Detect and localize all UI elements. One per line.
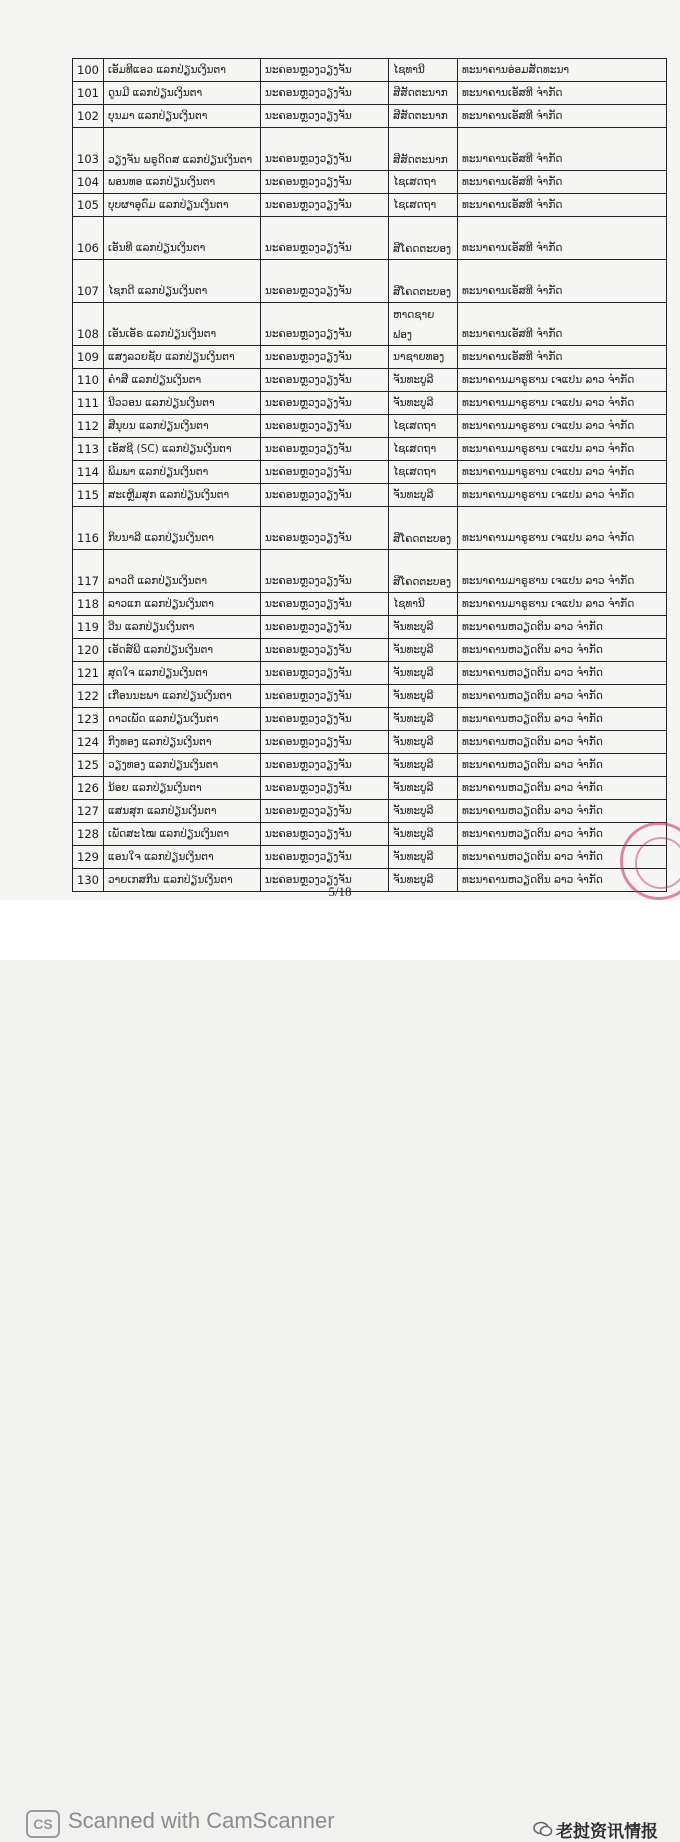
city-name: ນະຄອນຫຼວງວຽງຈັນ bbox=[261, 593, 389, 616]
table-row bbox=[73, 105, 667, 128]
table-row bbox=[73, 461, 667, 484]
row-number: 120 bbox=[73, 639, 104, 662]
district-name: ສີສັດຕະນາກ bbox=[389, 105, 458, 128]
city-name: ນະຄອນຫຼວງວຽງຈັນ bbox=[261, 685, 389, 708]
district-name: ສີສັດຕະນາກ bbox=[389, 128, 458, 171]
bank-name: ທະນາຄານເອັສທີ ຈຳກັດ bbox=[458, 260, 667, 303]
bank-name: ທະນາຄານເອັສທີ ຈຳກັດ bbox=[458, 303, 667, 346]
table-row bbox=[73, 59, 667, 82]
table-row bbox=[73, 82, 667, 105]
row-number: 100 bbox=[73, 59, 104, 82]
exchange-name: ເອັມທີແອວ ແລກປ່ຽນເງິນຕາ bbox=[104, 59, 261, 82]
city-name: ນະຄອນຫຼວງວຽງຈັນ bbox=[261, 461, 389, 484]
exchange-name: ໄຊກດີ ແລກປ່ຽນເງິນຕາ bbox=[104, 260, 261, 303]
bank-name: ທະນາຄານມາຣູຮານ ເຈແປນ ລາວ ຈຳກັດ bbox=[458, 484, 667, 507]
exchange-name: ດາວເພັດ ແລກປ່ຽນເງິນຕາ bbox=[104, 708, 261, 731]
exchange-name: ຄຳສີ ແລກປ່ຽນເງິນຕາ bbox=[104, 369, 261, 392]
district-name: ໄຊທານີ bbox=[389, 593, 458, 616]
table-row bbox=[73, 616, 667, 639]
city-name: ນະຄອນຫຼວງວຽງຈັນ bbox=[261, 438, 389, 461]
bank-name: ທະນາຄານມາຣູຮານ ເຈແປນ ລາວ ຈຳກັດ bbox=[458, 461, 667, 484]
exchange-name: ພິມພາ ແລກປ່ຽນເງິນຕາ bbox=[104, 461, 261, 484]
city-name: ນະຄອນຫຼວງວຽງຈັນ bbox=[261, 777, 389, 800]
district-name: ຈັນທະບູລີ bbox=[389, 662, 458, 685]
row-number: 109 bbox=[73, 346, 104, 369]
exchange-name: ກິງທອງ ແລກປ່ຽນເງິນຕາ bbox=[104, 731, 261, 754]
exchange-name: ກິບນາລີ ແລກປ່ຽນເງິນຕາ bbox=[104, 507, 261, 550]
table-row bbox=[73, 550, 667, 593]
district-name: ໄຊເສດຖາ bbox=[389, 438, 458, 461]
scanned-page bbox=[0, 0, 680, 900]
bank-name: ທະນາຄານເອັສທີ ຈຳກັດ bbox=[458, 128, 667, 171]
table-row bbox=[73, 662, 667, 685]
exchange-name: ລາວດີ ແລກປ່ຽນເງິນຕາ bbox=[104, 550, 261, 593]
watermark-text: 老挝资讯情报 bbox=[556, 1822, 658, 1842]
bank-name: ທະນາຄານຫວຽດຕິນ ລາວ ຈຳກັດ bbox=[458, 823, 667, 846]
row-number: 128 bbox=[73, 823, 104, 846]
row-number: 119 bbox=[73, 616, 104, 639]
exchange-name: ວຽງທອງ ແລກປ່ຽນເງິນຕາ bbox=[104, 754, 261, 777]
exchange-name: ເອັນເອັຣ ແລກປ່ຽນເງິນຕາ bbox=[104, 303, 261, 346]
city-name: ນະຄອນຫຼວງວຽງຈັນ bbox=[261, 662, 389, 685]
wechat-icon bbox=[533, 1821, 553, 1837]
table-row bbox=[73, 846, 667, 869]
row-number: 103 bbox=[73, 128, 104, 171]
scanner-text: Scanned with CamScanner bbox=[68, 1808, 335, 1833]
district-name: ຈັນທະບູລີ bbox=[389, 777, 458, 800]
scanner-footer bbox=[0, 900, 680, 1842]
city-name: ນະຄອນຫຼວງວຽງຈັນ bbox=[261, 346, 389, 369]
district-name: ຈັນທະບູລີ bbox=[389, 484, 458, 507]
row-number: 113 bbox=[73, 438, 104, 461]
bank-name: ທະນາຄານຫວຽດຕິນ ລາວ ຈຳກັດ bbox=[458, 777, 667, 800]
district-name: ສີສັດຕະນາກ bbox=[389, 82, 458, 105]
bank-name: ທະນາຄານຫວຽດຕິນ ລາວ ຈຳກັດ bbox=[458, 731, 667, 754]
table-row bbox=[73, 346, 667, 369]
bank-name: ທະນາຄານເອັສທີ ຈຳກັດ bbox=[458, 82, 667, 105]
bank-name: ທະນາຄານເອັສທີ ຈຳກັດ bbox=[458, 171, 667, 194]
table-row bbox=[73, 392, 667, 415]
bank-name: ທະນາຄານຫວຽດຕິນ ລາວ ຈຳກັດ bbox=[458, 846, 667, 869]
bank-name: ທະນາຄານເອັສທີ ຈຳກັດ bbox=[458, 346, 667, 369]
row-number: 105 bbox=[73, 194, 104, 217]
row-number: 110 bbox=[73, 369, 104, 392]
exchange-name: ເອັນທີ ແລກປ່ຽນເງິນຕາ bbox=[104, 217, 261, 260]
row-number: 129 bbox=[73, 846, 104, 869]
city-name: ນະຄອນຫຼວງວຽງຈັນ bbox=[261, 550, 389, 593]
bank-name: ທະນາຄານມາຣູຮານ ເຈແປນ ລາວ ຈຳກັດ bbox=[458, 593, 667, 616]
row-number: 101 bbox=[73, 82, 104, 105]
district-name: ໄຊເສດຖາ bbox=[389, 415, 458, 438]
district-name: ນາຊາຍທອງ bbox=[389, 346, 458, 369]
district-name: ຈັນທະບູລີ bbox=[389, 616, 458, 639]
bank-name: ທະນາຄານມາຣູຮານ ເຈແປນ ລາວ ຈຳກັດ bbox=[458, 369, 667, 392]
exchange-name: ສີນຸບນ ແລກປ່ຽນເງິນຕາ bbox=[104, 415, 261, 438]
exchange-name: ແສງລວຍຊັບ ແລກປ່ຽນເງິນຕາ bbox=[104, 346, 261, 369]
bank-name: ທະນາຄານຫວຽດຕິນ ລາວ ຈຳກັດ bbox=[458, 685, 667, 708]
row-number: 125 bbox=[73, 754, 104, 777]
bank-name: ທະນາຄານອ່ອມສັດທະນາ bbox=[458, 59, 667, 82]
row-number: 102 bbox=[73, 105, 104, 128]
city-name: ນະຄອນຫຼວງວຽງຈັນ bbox=[261, 823, 389, 846]
table-row bbox=[73, 823, 667, 846]
district-name: ສີໂຄດຕະບອງ bbox=[389, 550, 458, 593]
bank-name: ທະນາຄານຫວຽດຕິນ ລາວ ຈຳກັດ bbox=[458, 662, 667, 685]
row-number: 124 bbox=[73, 731, 104, 754]
district-name: ຈັນທະບູລີ bbox=[389, 754, 458, 777]
bank-name: ທະນາຄານຫວຽດຕິນ ລາວ ຈຳກັດ bbox=[458, 754, 667, 777]
city-name: ນະຄອນຫຼວງວຽງຈັນ bbox=[261, 82, 389, 105]
row-number: 123 bbox=[73, 708, 104, 731]
camscanner-logo-icon: CS bbox=[26, 1810, 60, 1838]
district-name: ໄຊທານີ bbox=[389, 59, 458, 82]
bank-name: ທະນາຄານມາຣູຮານ ເຈແປນ ລາວ ຈຳກັດ bbox=[458, 392, 667, 415]
table-row bbox=[73, 507, 667, 550]
exchange-name: ແອນໃຈ ແລກປ່ຽນເງິນຕາ bbox=[104, 846, 261, 869]
city-name: ນະຄອນຫຼວງວຽງຈັນ bbox=[261, 171, 389, 194]
bank-name: ທະນາຄານຫວຽດຕິນ ລາວ ຈຳກັດ bbox=[458, 708, 667, 731]
exchange-name: ສະເຫຼີມສຸກ ແລກປ່ຽນເງິນຕາ bbox=[104, 484, 261, 507]
bank-name: ທະນາຄານຫວຽດຕິນ ລາວ ຈຳກັດ bbox=[458, 800, 667, 823]
table-row bbox=[73, 593, 667, 616]
city-name: ນະຄອນຫຼວງວຽງຈັນ bbox=[261, 128, 389, 171]
exchange-name: ວາຍເກສກີນ ແລກປ່ຽນເງິນຕາ bbox=[104, 869, 261, 892]
district-name: ໄຊເສດຖາ bbox=[389, 461, 458, 484]
district-name: ຈັນທະບູລີ bbox=[389, 708, 458, 731]
exchange-name: ບຸນມາ ແລກປ່ຽນເງິນຕາ bbox=[104, 105, 261, 128]
district-name: ໄຊເສດຖາ bbox=[389, 171, 458, 194]
bank-name: ທະນາຄານມາຣູຮານ ເຈແປນ ລາວ ຈຳກັດ bbox=[458, 550, 667, 593]
table-body bbox=[73, 59, 667, 892]
exchange-list-table bbox=[72, 58, 667, 892]
city-name: ນະຄອນຫຼວງວຽງຈັນ bbox=[261, 639, 389, 662]
row-number: 108 bbox=[73, 303, 104, 346]
row-number: 121 bbox=[73, 662, 104, 685]
table-row bbox=[73, 194, 667, 217]
district-name: ຈັນທະບູລີ bbox=[389, 639, 458, 662]
city-name: ນະຄອນຫຼວງວຽງຈັນ bbox=[261, 800, 389, 823]
city-name: ນະຄອນຫຼວງວຽງຈັນ bbox=[261, 754, 389, 777]
district-name: ສີໂຄດຕະບອງ bbox=[389, 217, 458, 260]
city-name: ນະຄອນຫຼວງວຽງຈັນ bbox=[261, 369, 389, 392]
row-number: 115 bbox=[73, 484, 104, 507]
bank-name: ທະນາຄານເອັສທີ ຈຳກັດ bbox=[458, 217, 667, 260]
district-name: ໄຊເສດຖາ bbox=[389, 194, 458, 217]
city-name: ນະຄອນຫຼວງວຽງຈັນ bbox=[261, 484, 389, 507]
row-number: 117 bbox=[73, 550, 104, 593]
city-name: ນະຄອນຫຼວງວຽງຈັນ bbox=[261, 392, 389, 415]
bank-name: ທະນາຄານຫວຽດຕິນ ລາວ ຈຳກັດ bbox=[458, 639, 667, 662]
city-name: ນະຄອນຫຼວງວຽງຈັນ bbox=[261, 846, 389, 869]
city-name: ນະຄອນຫຼວງວຽງຈັນ bbox=[261, 260, 389, 303]
bank-name: ທະນາຄານມາຣູຮານ ເຈແປນ ລາວ ຈຳກັດ bbox=[458, 507, 667, 550]
table-row bbox=[73, 415, 667, 438]
city-name: ນະຄອນຫຼວງວຽງຈັນ bbox=[261, 303, 389, 346]
district-name: ຈັນທະບູລີ bbox=[389, 869, 458, 892]
table-row bbox=[73, 685, 667, 708]
district-name: ສີໂຄດຕະບອງ bbox=[389, 260, 458, 303]
district-name: ຈັນທະບູລີ bbox=[389, 800, 458, 823]
city-name: ນະຄອນຫຼວງວຽງຈັນ bbox=[261, 194, 389, 217]
district-name: ຈັນທະບູລີ bbox=[389, 685, 458, 708]
table-row bbox=[73, 128, 667, 171]
row-number: 106 bbox=[73, 217, 104, 260]
district-name: ຈັນທະບູລີ bbox=[389, 731, 458, 754]
bank-name: ທະນາຄານເອັສທີ ຈຳກັດ bbox=[458, 105, 667, 128]
district-name: ຈັນທະບູລີ bbox=[389, 392, 458, 415]
exchange-name: ດູນມີ ແລກປ່ຽນເງິນຕາ bbox=[104, 82, 261, 105]
table-row bbox=[73, 800, 667, 823]
table-row bbox=[73, 260, 667, 303]
district-name: ຈັນທະບູລີ bbox=[389, 823, 458, 846]
city-name: ນະຄອນຫຼວງວຽງຈັນ bbox=[261, 415, 389, 438]
bank-name: ທະນາຄານເອັສທີ ຈຳກັດ bbox=[458, 194, 667, 217]
exchange-name: ເອັສຊີ (SC) ແລກປ່ຽນເງິນຕາ bbox=[104, 438, 261, 461]
district-name: ຈັນທະບູລີ bbox=[389, 846, 458, 869]
city-name: ນະຄອນຫຼວງວຽງຈັນ bbox=[261, 869, 389, 892]
city-name: ນະຄອນຫຼວງວຽງຈັນ bbox=[261, 708, 389, 731]
row-number: 112 bbox=[73, 415, 104, 438]
city-name: ນະຄອນຫຼວງວຽງຈັນ bbox=[261, 59, 389, 82]
table-row bbox=[73, 731, 667, 754]
district-name: ຈັນທະບູລີ bbox=[389, 369, 458, 392]
bank-name: ທະນາຄານມາຣູຮານ ເຈແປນ ລາວ ຈຳກັດ bbox=[458, 438, 667, 461]
row-number: 118 bbox=[73, 593, 104, 616]
bank-name: ທະນາຄານຫວຽດຕິນ ລາວ ຈຳກັດ bbox=[458, 869, 667, 892]
exchange-name: ບຸບຜາອຸດົມ ແລກປ່ຽນເງິນຕາ bbox=[104, 194, 261, 217]
table-row bbox=[73, 708, 667, 731]
table-row bbox=[73, 217, 667, 260]
table-row bbox=[73, 438, 667, 461]
exchange-name: ເພັດສະໄໝ ແລກປ່ຽນເງິນຕາ bbox=[104, 823, 261, 846]
exchange-name: ພອນທອ ແລກປ່ຽນເງິນຕາ bbox=[104, 171, 261, 194]
city-name: ນະຄອນຫຼວງວຽງຈັນ bbox=[261, 731, 389, 754]
row-number: 111 bbox=[73, 392, 104, 415]
exchange-name: ນີວວອນ ແລກປ່ຽນເງິນຕາ bbox=[104, 392, 261, 415]
exchange-name: ລາວແກ ແລກປ່ຽນເງິນຕາ bbox=[104, 593, 261, 616]
row-number: 126 bbox=[73, 777, 104, 800]
page-number: 5/18 bbox=[328, 884, 352, 899]
city-name: ນະຄອນຫຼວງວຽງຈັນ bbox=[261, 217, 389, 260]
table-row bbox=[73, 369, 667, 392]
table-row bbox=[73, 171, 667, 194]
bank-name: ທະນາຄານຫວຽດຕິນ ລາວ ຈຳກັດ bbox=[458, 616, 667, 639]
exchange-name: ເກືອນນະພາ ແລກປ່ຽນເງິນຕາ bbox=[104, 685, 261, 708]
district-name: ສີໂຄດຕະບອງ bbox=[389, 507, 458, 550]
city-name: ນະຄອນຫຼວງວຽງຈັນ bbox=[261, 616, 389, 639]
district-name: ຫາດຊາຍຟອງ bbox=[389, 303, 458, 346]
exchange-name: ວຽງຈັນ ພຣູດິດສ ແລກປ່ຽນເງິນຕາ bbox=[104, 128, 261, 171]
table-row bbox=[73, 754, 667, 777]
table-row bbox=[73, 639, 667, 662]
table-row bbox=[73, 303, 667, 346]
exchange-name: ສຸດໃຈ ແລກປ່ຽນເງິນຕາ bbox=[104, 662, 261, 685]
city-name: ນະຄອນຫຼວງວຽງຈັນ bbox=[261, 507, 389, 550]
row-number: 130 bbox=[73, 869, 104, 892]
city-name: ນະຄອນຫຼວງວຽງຈັນ bbox=[261, 105, 389, 128]
bank-name: ທະນາຄານມາຣູຮານ ເຈແປນ ລາວ ຈຳກັດ bbox=[458, 415, 667, 438]
row-number: 107 bbox=[73, 260, 104, 303]
table-row bbox=[73, 484, 667, 507]
row-number: 127 bbox=[73, 800, 104, 823]
row-number: 104 bbox=[73, 171, 104, 194]
exchange-name: ເອັດສ໌ພີ ແລກປ່ຽນເງິນຕາ bbox=[104, 639, 261, 662]
row-number: 116 bbox=[73, 507, 104, 550]
row-number: 122 bbox=[73, 685, 104, 708]
table-row bbox=[73, 777, 667, 800]
row-number: 114 bbox=[73, 461, 104, 484]
exchange-name: ນ້ອຍ ແລກປ່ຽນເງິນຕາ bbox=[104, 777, 261, 800]
exchange-name: ແສນສຸກ ແລກປ່ຽນເງິນຕາ bbox=[104, 800, 261, 823]
exchange-name: ວີນ ແລກປ່ຽນເງິນຕາ bbox=[104, 616, 261, 639]
